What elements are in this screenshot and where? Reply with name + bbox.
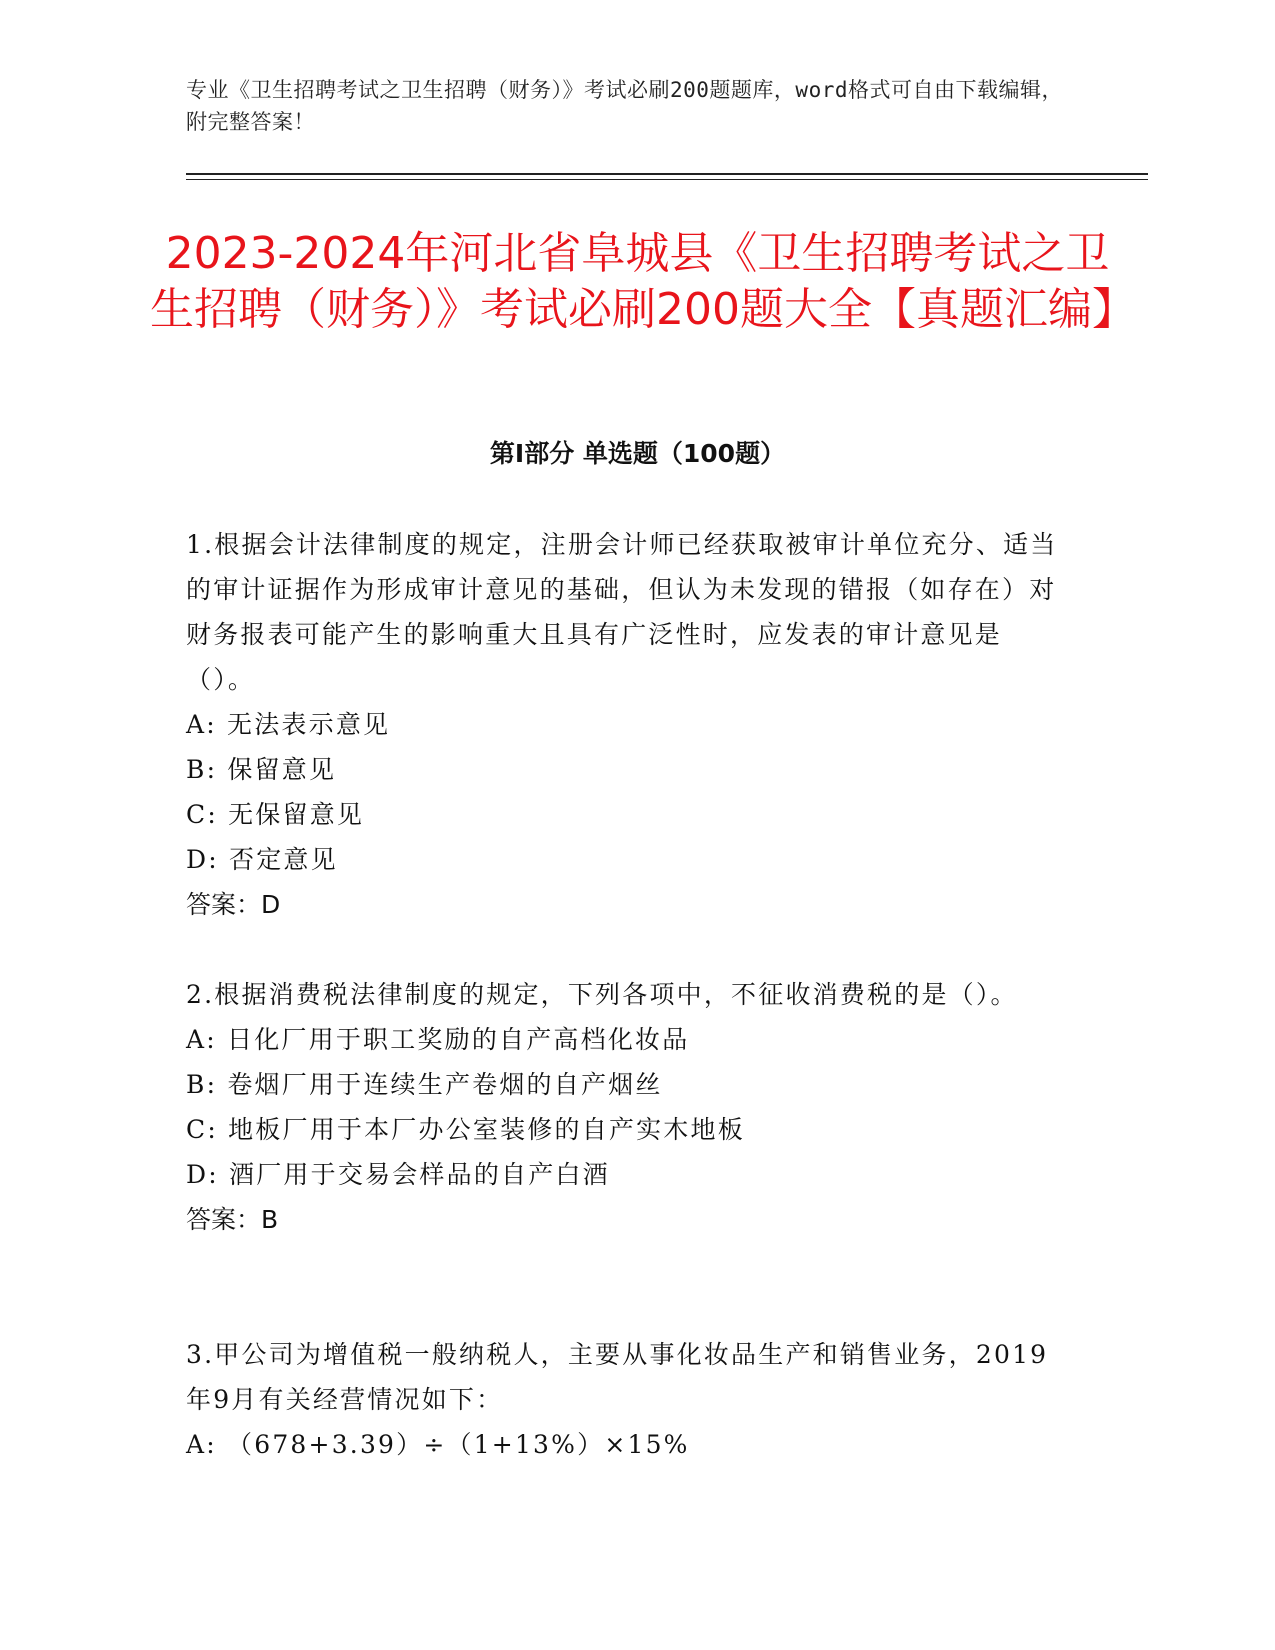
option-b: B: 卷烟厂用于连续生产卷烟的自产烟丝 bbox=[186, 1070, 663, 1099]
option-a: A: （678+3.39）÷（1+13%）×15% bbox=[186, 1430, 690, 1459]
answer: 答案：B bbox=[186, 1205, 279, 1234]
option-a: A: 无法表示意见 bbox=[186, 710, 391, 739]
question-stem: 2.根据消费税法律制度的规定，下列各项中，不征收消费税的是（）。 bbox=[186, 980, 1018, 1009]
option-c: C: 无保留意见 bbox=[186, 800, 365, 829]
answer: 答案：D bbox=[186, 890, 281, 919]
option-b: B: 保留意见 bbox=[186, 755, 337, 784]
question-stem: 3.甲公司为增值税一般纳税人，主要从事化妆品生产和销售业务，2019年9月有关经营情况如下： bbox=[186, 1340, 1049, 1414]
section-title: 第I部分 单选题（100题） bbox=[489, 439, 786, 468]
question-stem: 1.根据会计法律制度的规定，注册会计师已经获取被审计单位充分、适当的审计证据作为形成审计意见的基础，但认为未发现的错报（如存在）对财务报表可能产生的影响重大且具有广泛性时，应发表的审计意见是（）。 bbox=[186, 530, 1058, 694]
document-title: 2023-2024年河北省阜城县《卫生招聘考试之卫生招聘（财务）》考试必刷200题大全【真题汇编】 bbox=[150, 228, 1136, 335]
option-c: C: 地板厂用于本厂办公室装修的自产实木地板 bbox=[186, 1115, 745, 1144]
question-3 bbox=[186, 1332, 1066, 1467]
header-divider-thin bbox=[186, 179, 1148, 180]
option-a: A: 日化厂用于职工奖励的自产高档化妆品 bbox=[186, 1025, 690, 1054]
header-note: 专业《卫生招聘考试之卫生招聘（财务）》考试必刷200题题库，word格式可自由下载编辑，附完整答案！ bbox=[186, 78, 1063, 134]
option-d: D: 否定意见 bbox=[186, 845, 338, 874]
question-2 bbox=[186, 972, 1066, 1242]
header-divider-thick bbox=[186, 173, 1148, 175]
option-d: D: 酒厂用于交易会样品的自产白酒 bbox=[186, 1160, 610, 1189]
question-1 bbox=[186, 522, 1066, 927]
